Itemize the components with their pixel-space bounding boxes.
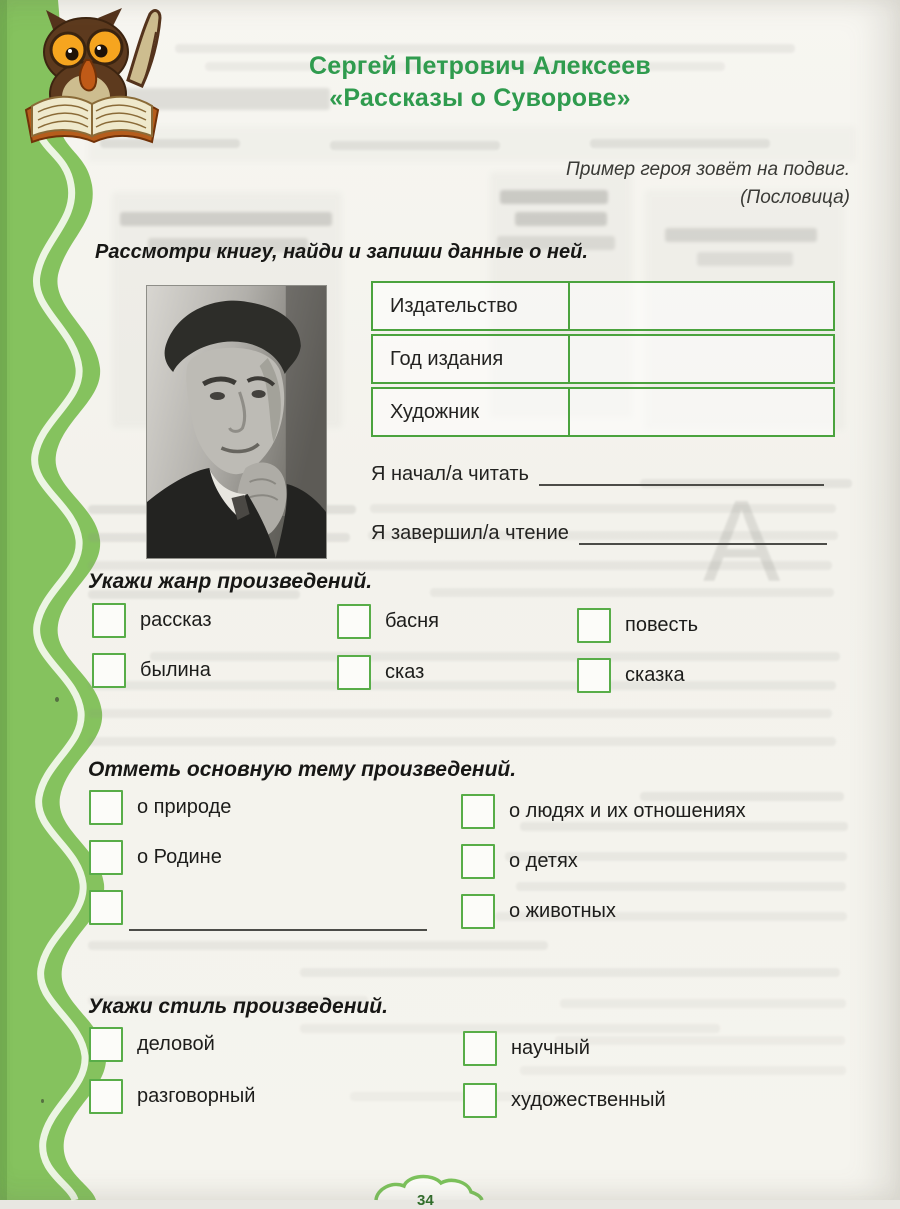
table-row-value-field[interactable]: [570, 336, 833, 382]
option-label: басня: [385, 609, 439, 632]
checkbox[interactable]: [89, 790, 123, 825]
option-label: повесть: [625, 613, 699, 636]
checkbox[interactable]: [461, 794, 495, 829]
green-wavy-band: [0, 0, 130, 1200]
read-finish-field[interactable]: [579, 521, 827, 545]
option-label: о животных: [509, 899, 616, 922]
epigraph-source: (Пословица): [740, 187, 850, 208]
theme-option-priroda[interactable]: [89, 790, 231, 824]
checkbox[interactable]: [89, 1079, 123, 1114]
style-option-razgovorny[interactable]: [89, 1079, 255, 1113]
genre-option-bylina[interactable]: [92, 653, 211, 687]
table-row-label: Издательство: [373, 283, 570, 329]
theme-option-rodina[interactable]: [89, 840, 222, 874]
style-option-khudozhestvenny[interactable]: [463, 1083, 666, 1117]
option-label: деловой: [137, 1032, 215, 1055]
option-label: о детях: [509, 849, 578, 872]
title-line1: Сергей Петрович Алексеев: [309, 52, 651, 80]
table-row-value-field[interactable]: [570, 389, 833, 435]
task-heading: Рассмотри книгу, найди и запиши данные о ней.: [95, 241, 588, 263]
epigraph: [566, 156, 850, 212]
epigraph-text: Пример героя зовёт на подвиг.: [566, 159, 850, 180]
option-label: рассказ: [140, 608, 212, 631]
read-start-label: Я начал/а читать: [371, 463, 529, 485]
option-label: научный: [511, 1036, 590, 1059]
genre-option-skaz[interactable]: [337, 655, 424, 689]
owl-logo: [16, 2, 174, 154]
theme-writein-field[interactable]: [129, 903, 427, 931]
option-label: сказ: [385, 660, 425, 683]
genre-option-basnya[interactable]: [337, 604, 439, 638]
option-label: о людях и их отношениях: [509, 799, 746, 822]
checkbox[interactable]: [89, 890, 123, 925]
theme-option-lyudi[interactable]: [461, 794, 746, 828]
style-option-delovoy[interactable]: [89, 1027, 215, 1061]
option-label: художественный: [511, 1088, 666, 1111]
theme-heading: Отметь основную тему произведений.: [88, 758, 517, 781]
checkbox[interactable]: [89, 1027, 123, 1062]
read-finish-row: [371, 521, 827, 545]
showthrough-letter: А: [703, 476, 781, 606]
author-photo: [147, 286, 326, 558]
style-heading: Укажи стиль произведений.: [88, 995, 388, 1018]
option-label: сказка: [625, 663, 685, 686]
genre-option-skazka[interactable]: [577, 658, 685, 692]
checkbox[interactable]: [337, 604, 371, 639]
genre-option-rasskaz[interactable]: [92, 603, 212, 637]
checkbox[interactable]: [89, 840, 123, 875]
table-row: [371, 334, 835, 384]
checkbox[interactable]: [463, 1083, 497, 1118]
genre-heading: Укажи жанр произведений.: [88, 570, 373, 593]
table-row: [371, 281, 835, 331]
read-finish-label: Я завершил/а чтение: [371, 522, 569, 544]
table-row-label: Год издания: [373, 336, 570, 382]
checkbox[interactable]: [577, 608, 611, 643]
table-row: [371, 387, 835, 437]
title-line2: «Рассказы о Суворове»: [329, 84, 631, 112]
checkbox[interactable]: [577, 658, 611, 693]
checkbox[interactable]: [337, 655, 371, 690]
page-title: [250, 50, 710, 114]
option-label: разговорный: [137, 1084, 256, 1107]
table-row-label: Художник: [373, 389, 570, 435]
theme-option-zhivotnye[interactable]: [461, 894, 616, 928]
checkbox[interactable]: [463, 1031, 497, 1066]
read-start-field[interactable]: [539, 462, 824, 486]
option-label: о природе: [137, 795, 232, 818]
option-label: о Родине: [137, 845, 222, 868]
checkbox[interactable]: [92, 653, 126, 688]
page-number: 34: [417, 1192, 434, 1209]
genre-option-povest[interactable]: [577, 608, 698, 642]
theme-option-deti[interactable]: [461, 844, 578, 878]
style-option-nauchny[interactable]: [463, 1031, 590, 1065]
table-row-value-field[interactable]: [570, 283, 833, 329]
checkbox[interactable]: [461, 894, 495, 929]
read-start-row: [371, 462, 824, 486]
checkbox[interactable]: [92, 603, 126, 638]
checkbox[interactable]: [461, 844, 495, 879]
option-label: былина: [140, 658, 211, 681]
